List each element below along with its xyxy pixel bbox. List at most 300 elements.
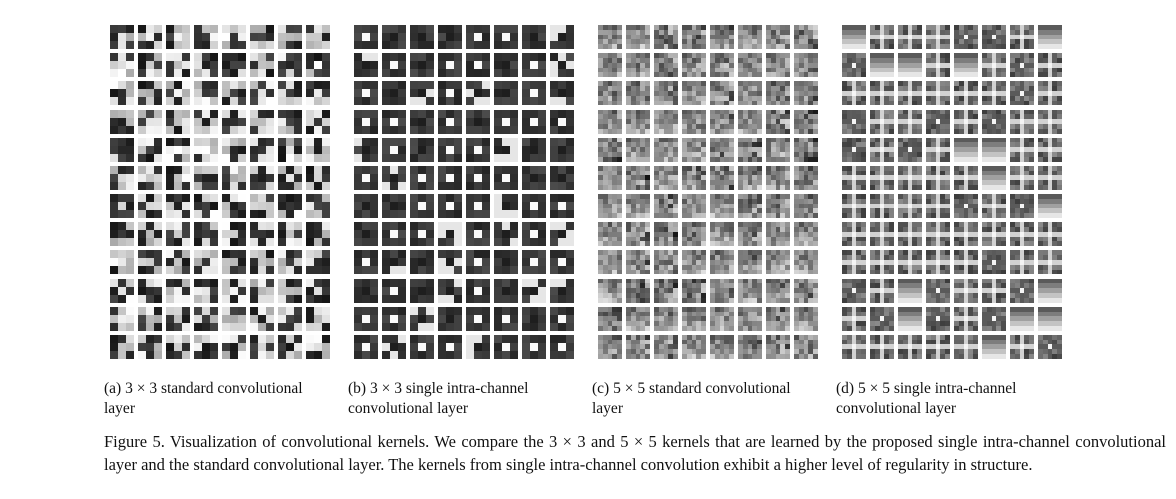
kernel-thumbnail xyxy=(738,335,762,359)
kernel-thumbnail xyxy=(278,307,302,331)
kernel-thumbnail xyxy=(738,250,762,274)
kernel-thumbnail xyxy=(842,279,866,303)
kernel-thumbnail xyxy=(926,222,950,246)
kernel-thumbnail xyxy=(550,138,574,162)
kernel-thumbnail xyxy=(982,194,1006,218)
kernel-thumbnail xyxy=(1010,138,1034,162)
kernel-thumbnail xyxy=(1038,307,1062,331)
kernel-thumbnail xyxy=(870,166,894,190)
kernel-thumbnail xyxy=(410,110,434,134)
kernel-thumbnail xyxy=(598,25,622,49)
kernel-thumbnail xyxy=(278,110,302,134)
kernel-thumbnail xyxy=(870,138,894,162)
kernel-thumbnail xyxy=(626,222,650,246)
kernel-thumbnail xyxy=(138,110,162,134)
kernel-thumbnail xyxy=(438,53,462,77)
kernel-thumbnail xyxy=(222,335,246,359)
kernel-thumbnail xyxy=(194,81,218,105)
kernel-thumbnail xyxy=(194,279,218,303)
kernel-thumbnail xyxy=(306,279,330,303)
kernel-thumbnail xyxy=(194,138,218,162)
kernel-thumbnail xyxy=(870,194,894,218)
kernel-thumbnail xyxy=(382,307,406,331)
kernel-thumbnail xyxy=(1010,194,1034,218)
kernel-thumbnail xyxy=(138,53,162,77)
kernel-thumbnail xyxy=(382,138,406,162)
kernel-thumbnail xyxy=(306,307,330,331)
kernel-thumbnail xyxy=(1010,110,1034,134)
kernel-thumbnail xyxy=(870,335,894,359)
kernel-thumbnail xyxy=(354,250,378,274)
kernel-thumbnail xyxy=(898,166,922,190)
kernel-thumbnail xyxy=(682,279,706,303)
kernel-thumbnail xyxy=(1038,81,1062,105)
kernel-thumbnail xyxy=(438,166,462,190)
kernel-thumbnail xyxy=(354,166,378,190)
kernel-thumbnail xyxy=(898,53,922,77)
kernel-thumbnail xyxy=(466,222,490,246)
kernel-thumbnail xyxy=(710,138,734,162)
kernel-thumbnail xyxy=(382,166,406,190)
kernel-thumbnail xyxy=(898,138,922,162)
kernel-thumbnail xyxy=(954,335,978,359)
kernel-thumbnail xyxy=(522,110,546,134)
kernel-thumbnail xyxy=(466,335,490,359)
kernel-thumbnail xyxy=(466,81,490,105)
kernel-thumbnail xyxy=(1010,166,1034,190)
kernel-thumbnail xyxy=(466,307,490,331)
kernel-thumbnail xyxy=(842,194,866,218)
kernel-thumbnail xyxy=(926,110,950,134)
kernel-thumbnail xyxy=(926,307,950,331)
kernel-thumbnail xyxy=(654,25,678,49)
kernel-thumbnail xyxy=(738,307,762,331)
kernel-thumbnail xyxy=(166,307,190,331)
kernel-thumbnail xyxy=(1010,250,1034,274)
kernel-thumbnail xyxy=(306,194,330,218)
kernel-thumbnail xyxy=(842,222,866,246)
subcaption-c-line1: (c) 5 × 5 standard convolutional xyxy=(592,380,791,397)
kernel-thumbnail xyxy=(278,194,302,218)
kernel-thumbnail xyxy=(194,166,218,190)
kernel-thumbnail xyxy=(550,335,574,359)
kernel-thumbnail xyxy=(250,222,274,246)
kernel-thumbnail xyxy=(710,81,734,105)
kernel-thumbnail xyxy=(842,138,866,162)
kernel-thumbnail xyxy=(794,81,818,105)
kernel-thumbnail xyxy=(954,166,978,190)
kernel-thumbnail xyxy=(494,194,518,218)
kernel-thumbnail xyxy=(710,307,734,331)
kernel-thumbnail xyxy=(494,25,518,49)
kernel-thumbnail xyxy=(410,138,434,162)
kernel-thumbnail xyxy=(222,25,246,49)
kernel-thumbnail xyxy=(598,110,622,134)
kernel-thumbnail xyxy=(710,110,734,134)
kernel-thumbnail xyxy=(898,279,922,303)
kernel-thumbnail xyxy=(250,166,274,190)
kernel-thumbnail xyxy=(110,307,134,331)
kernel-thumbnail xyxy=(738,222,762,246)
kernel-thumbnail xyxy=(466,194,490,218)
kernel-thumbnail xyxy=(166,222,190,246)
kernel-thumbnail xyxy=(682,335,706,359)
kernel-thumbnail xyxy=(410,53,434,77)
kernel-thumbnail xyxy=(598,81,622,105)
kernel-thumbnail xyxy=(954,250,978,274)
kernel-thumbnail xyxy=(654,53,678,77)
kernel-thumbnail xyxy=(194,307,218,331)
kernel-thumbnail xyxy=(598,279,622,303)
kernel-thumbnail xyxy=(738,138,762,162)
kernel-thumbnail xyxy=(926,166,950,190)
kernel-thumbnail xyxy=(654,335,678,359)
kernel-thumbnail xyxy=(166,25,190,49)
kernel-thumbnail xyxy=(382,222,406,246)
kernel-thumbnail xyxy=(794,53,818,77)
kernel-thumbnail xyxy=(842,166,866,190)
kernel-thumbnail xyxy=(278,166,302,190)
subcaption-d-line1: (d) 5 × 5 single intra-channel xyxy=(836,380,1017,397)
kernel-thumbnail xyxy=(278,25,302,49)
kernel-thumbnail xyxy=(898,25,922,49)
kernel-thumbnail xyxy=(354,53,378,77)
kernel-thumbnail xyxy=(522,279,546,303)
kernel-thumbnail xyxy=(766,222,790,246)
kernel-thumbnail xyxy=(110,250,134,274)
kernel-thumbnail xyxy=(278,81,302,105)
kernel-thumbnail xyxy=(550,166,574,190)
kernel-thumbnail xyxy=(598,250,622,274)
kernel-thumbnail xyxy=(306,110,330,134)
kernel-thumbnail xyxy=(794,25,818,49)
kernel-thumbnail xyxy=(794,222,818,246)
kernel-thumbnail xyxy=(1038,53,1062,77)
kernel-thumbnail xyxy=(926,250,950,274)
kernel-thumbnail xyxy=(1010,222,1034,246)
kernel-thumbnail xyxy=(926,81,950,105)
kernel-thumbnail xyxy=(626,166,650,190)
kernel-thumbnail xyxy=(870,279,894,303)
kernel-thumbnail xyxy=(494,279,518,303)
kernel-thumbnail xyxy=(250,250,274,274)
kernel-thumbnail xyxy=(306,81,330,105)
kernel-thumbnail xyxy=(306,53,330,77)
subcaption-d xyxy=(836,379,1076,419)
kernel-thumbnail xyxy=(382,81,406,105)
kernel-thumbnail xyxy=(550,81,574,105)
kernel-thumbnail xyxy=(654,81,678,105)
kernel-thumbnail xyxy=(550,222,574,246)
kernel-thumbnail xyxy=(466,166,490,190)
kernel-thumbnail xyxy=(110,279,134,303)
kernel-thumbnail xyxy=(438,194,462,218)
kernel-thumbnail xyxy=(738,81,762,105)
kernel-thumbnail xyxy=(494,335,518,359)
kernel-thumbnail xyxy=(250,307,274,331)
kernel-thumbnail xyxy=(250,194,274,218)
kernel-thumbnail xyxy=(794,138,818,162)
kernel-thumbnail xyxy=(138,307,162,331)
kernel-thumbnail xyxy=(898,335,922,359)
kernel-thumbnail xyxy=(1038,335,1062,359)
kernel-thumbnail xyxy=(710,25,734,49)
kernel-thumbnail xyxy=(306,335,330,359)
kernel-thumbnail xyxy=(766,250,790,274)
kernel-thumbnail xyxy=(222,250,246,274)
kernel-thumbnail xyxy=(926,25,950,49)
kernel-thumbnail xyxy=(898,110,922,134)
kernel-thumbnail xyxy=(794,335,818,359)
kernel-thumbnail xyxy=(926,335,950,359)
kernel-thumbnail xyxy=(166,250,190,274)
kernel-thumbnail xyxy=(598,53,622,77)
kernel-thumbnail xyxy=(382,194,406,218)
kernel-thumbnail xyxy=(438,138,462,162)
kernel-thumbnail xyxy=(1038,166,1062,190)
kernel-thumbnail xyxy=(166,138,190,162)
kernel-thumbnail xyxy=(1038,110,1062,134)
kernel-thumbnail xyxy=(626,53,650,77)
kernel-thumbnail xyxy=(898,250,922,274)
kernel-thumbnail xyxy=(842,81,866,105)
kernel-thumbnail xyxy=(306,222,330,246)
kernel-thumbnail xyxy=(410,81,434,105)
kernel-thumbnail xyxy=(738,110,762,134)
kernel-thumbnail xyxy=(194,194,218,218)
kernel-thumbnail xyxy=(494,53,518,77)
kernel-thumbnail xyxy=(110,25,134,49)
kernel-thumbnail xyxy=(494,110,518,134)
kernel-thumbnail xyxy=(494,138,518,162)
kernel-thumbnail xyxy=(1038,222,1062,246)
kernel-thumbnail xyxy=(250,110,274,134)
kernel-thumbnail xyxy=(954,307,978,331)
kernel-thumbnail xyxy=(1010,25,1034,49)
kernel-thumbnail xyxy=(794,110,818,134)
kernel-thumbnail xyxy=(682,194,706,218)
kernel-thumbnail xyxy=(222,166,246,190)
kernel-thumbnail xyxy=(682,25,706,49)
kernel-thumbnail xyxy=(110,166,134,190)
panel-c-kernel-grid xyxy=(598,25,819,365)
kernel-thumbnail xyxy=(794,250,818,274)
kernel-thumbnail xyxy=(1010,81,1034,105)
kernel-thumbnail xyxy=(166,53,190,77)
kernel-thumbnail xyxy=(110,81,134,105)
kernel-thumbnail xyxy=(626,279,650,303)
kernel-thumbnail xyxy=(550,110,574,134)
kernel-thumbnail xyxy=(1038,25,1062,49)
kernel-thumbnail xyxy=(410,335,434,359)
kernel-thumbnail xyxy=(598,166,622,190)
kernel-thumbnail xyxy=(354,279,378,303)
kernel-thumbnail xyxy=(250,335,274,359)
kernel-thumbnail xyxy=(494,250,518,274)
kernel-thumbnail xyxy=(550,279,574,303)
kernel-thumbnail xyxy=(898,194,922,218)
kernel-thumbnail xyxy=(194,222,218,246)
kernel-thumbnail xyxy=(898,81,922,105)
kernel-thumbnail xyxy=(710,335,734,359)
kernel-thumbnail xyxy=(438,335,462,359)
kernel-thumbnail xyxy=(982,335,1006,359)
kernel-thumbnail xyxy=(598,194,622,218)
kernel-thumbnail xyxy=(682,110,706,134)
kernel-thumbnail xyxy=(766,138,790,162)
figure-caption: Figure 5. Visualization of convolutional kernels. We compare the 3 × 3 and 5 × 5 kernels that are learned by the proposed single intra-channel convolutional layer and the standard convolutional layer. The kernels from single intra-channel convolution exhibit a higher level of regularity in structure. xyxy=(104,432,1166,474)
kernel-thumbnail xyxy=(354,335,378,359)
kernel-thumbnail xyxy=(1038,138,1062,162)
kernel-thumbnail xyxy=(438,222,462,246)
kernel-thumbnail xyxy=(110,222,134,246)
kernel-thumbnail xyxy=(710,250,734,274)
kernel-thumbnail xyxy=(250,138,274,162)
kernel-thumbnail xyxy=(738,25,762,49)
kernel-thumbnail xyxy=(598,307,622,331)
subcaption-b xyxy=(348,379,588,419)
kernel-thumbnail xyxy=(1038,250,1062,274)
kernel-thumbnail xyxy=(654,110,678,134)
kernel-thumbnail xyxy=(438,110,462,134)
kernel-thumbnail xyxy=(522,166,546,190)
kernel-thumbnail xyxy=(166,81,190,105)
kernel-thumbnail xyxy=(354,194,378,218)
kernel-thumbnail xyxy=(138,81,162,105)
kernel-thumbnail xyxy=(222,222,246,246)
kernel-thumbnail xyxy=(710,53,734,77)
kernel-thumbnail xyxy=(794,279,818,303)
kernel-thumbnail xyxy=(278,279,302,303)
kernel-thumbnail xyxy=(982,307,1006,331)
kernel-thumbnail xyxy=(738,166,762,190)
kernel-thumbnail xyxy=(682,250,706,274)
kernel-thumbnail xyxy=(250,81,274,105)
kernel-thumbnail xyxy=(710,194,734,218)
kernel-thumbnail xyxy=(410,25,434,49)
kernel-thumbnail xyxy=(766,279,790,303)
kernel-thumbnail xyxy=(194,250,218,274)
kernel-thumbnail xyxy=(626,81,650,105)
kernel-thumbnail xyxy=(766,25,790,49)
kernel-thumbnail xyxy=(166,166,190,190)
kernel-thumbnail xyxy=(682,166,706,190)
kernel-thumbnail xyxy=(794,166,818,190)
kernel-thumbnail xyxy=(110,335,134,359)
subcaption-d-line2: convolutional layer xyxy=(836,400,957,417)
kernel-thumbnail xyxy=(222,307,246,331)
kernel-thumbnail xyxy=(494,81,518,105)
kernel-thumbnail xyxy=(466,279,490,303)
kernel-thumbnail xyxy=(522,250,546,274)
kernel-thumbnail xyxy=(522,307,546,331)
kernel-thumbnail xyxy=(194,25,218,49)
kernel-thumbnail xyxy=(766,53,790,77)
kernel-thumbnail xyxy=(278,53,302,77)
kernel-thumbnail xyxy=(110,53,134,77)
kernel-thumbnail xyxy=(982,138,1006,162)
kernel-thumbnail xyxy=(1010,53,1034,77)
kernel-thumbnail xyxy=(194,335,218,359)
kernel-thumbnail xyxy=(550,53,574,77)
panel-a-kernel-grid xyxy=(110,25,331,365)
kernel-thumbnail xyxy=(926,53,950,77)
kernel-thumbnail xyxy=(626,25,650,49)
kernel-thumbnail xyxy=(870,250,894,274)
kernel-thumbnail xyxy=(626,335,650,359)
kernel-thumbnail xyxy=(982,222,1006,246)
kernel-thumbnail xyxy=(278,250,302,274)
subcaption-a-line2: layer xyxy=(104,400,135,417)
kernel-thumbnail xyxy=(278,222,302,246)
kernel-thumbnail xyxy=(626,307,650,331)
kernel-thumbnail xyxy=(522,53,546,77)
subcaption-c xyxy=(592,379,832,419)
kernel-thumbnail xyxy=(410,222,434,246)
kernel-thumbnail xyxy=(550,307,574,331)
kernel-thumbnail xyxy=(654,194,678,218)
kernel-thumbnail xyxy=(494,166,518,190)
kernel-thumbnail xyxy=(438,25,462,49)
kernel-thumbnail xyxy=(438,307,462,331)
kernel-thumbnail xyxy=(354,138,378,162)
kernel-thumbnail xyxy=(222,110,246,134)
kernel-thumbnail xyxy=(466,138,490,162)
kernel-thumbnail xyxy=(354,307,378,331)
kernel-thumbnail xyxy=(766,194,790,218)
kernel-thumbnail xyxy=(306,138,330,162)
kernel-thumbnail xyxy=(494,222,518,246)
kernel-thumbnail xyxy=(682,81,706,105)
kernel-thumbnail xyxy=(382,335,406,359)
subcaption-c-line2: layer xyxy=(592,400,623,417)
kernel-thumbnail xyxy=(466,25,490,49)
kernel-thumbnail xyxy=(954,194,978,218)
subcaption-a-line1: (a) 3 × 3 standard convolutional xyxy=(104,380,303,397)
kernel-thumbnail xyxy=(250,279,274,303)
kernel-thumbnail xyxy=(926,194,950,218)
kernel-thumbnail xyxy=(842,250,866,274)
kernel-thumbnail xyxy=(626,138,650,162)
kernel-thumbnail xyxy=(550,25,574,49)
kernel-thumbnail xyxy=(494,307,518,331)
kernel-thumbnail xyxy=(166,194,190,218)
kernel-thumbnail xyxy=(138,222,162,246)
kernel-thumbnail xyxy=(766,166,790,190)
kernel-thumbnail xyxy=(766,335,790,359)
kernel-thumbnail xyxy=(870,110,894,134)
kernel-thumbnail xyxy=(738,53,762,77)
kernel-thumbnail xyxy=(138,279,162,303)
kernel-thumbnail xyxy=(550,250,574,274)
kernel-thumbnail xyxy=(410,307,434,331)
kernel-thumbnail xyxy=(626,250,650,274)
kernel-thumbnail xyxy=(522,335,546,359)
kernel-thumbnail xyxy=(654,222,678,246)
kernel-thumbnail xyxy=(982,166,1006,190)
kernel-thumbnail xyxy=(710,166,734,190)
panel-d-kernel-grid xyxy=(842,25,1063,365)
kernel-thumbnail xyxy=(466,110,490,134)
kernel-thumbnail xyxy=(870,307,894,331)
kernel-thumbnail xyxy=(842,110,866,134)
kernel-thumbnail xyxy=(166,279,190,303)
kernel-thumbnail xyxy=(794,194,818,218)
kernel-thumbnail xyxy=(138,250,162,274)
kernel-thumbnail xyxy=(766,307,790,331)
kernel-thumbnail xyxy=(842,335,866,359)
subcaption-b-line1: (b) 3 × 3 single intra-channel xyxy=(348,380,529,397)
